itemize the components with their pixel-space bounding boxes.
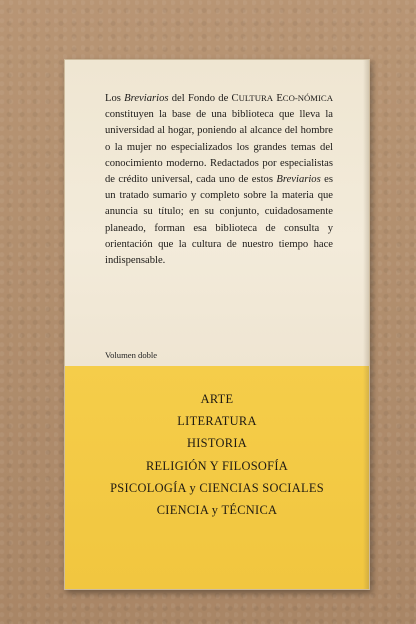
subject-list: [65, 388, 369, 521]
volume-note: Volumen doble: [105, 350, 158, 360]
subject-band: [65, 366, 369, 590]
subject-item: PSICOLOGÍA y CIENCIAS SOCIALES: [110, 480, 324, 495]
cover-top-panel: [65, 60, 369, 366]
subject-item: CIENCIA y TÉCNICA: [156, 503, 278, 518]
subject-item: LITERATURA: [177, 414, 257, 429]
book-back-cover: [64, 59, 370, 590]
subject-item: RELIGIÓN Y FILOSOFÍA: [145, 458, 289, 473]
subject-item: HISTORIA: [187, 436, 247, 451]
subject-item: ARTE: [200, 392, 234, 406]
series-blurb: Los Breviarios del Fondo de CULTURA ECO-NÓMICA constituyen la base de una biblioteca que lleva la universidad al hogar, poniendo al alcance del hombre o la mujer no especializados los grandes temas del conocimiento moderno. Redactados por especialistas de crédito universal, cada uno de estos Breviarios es un tratado sumario y completo sobre la materia que anuncia su título; en su conjunto, cuidadosamente planeado, forman esa biblioteca de consulta y orientación que la cultura de nuestro tiempo hace indispensable.: [105, 93, 333, 267]
